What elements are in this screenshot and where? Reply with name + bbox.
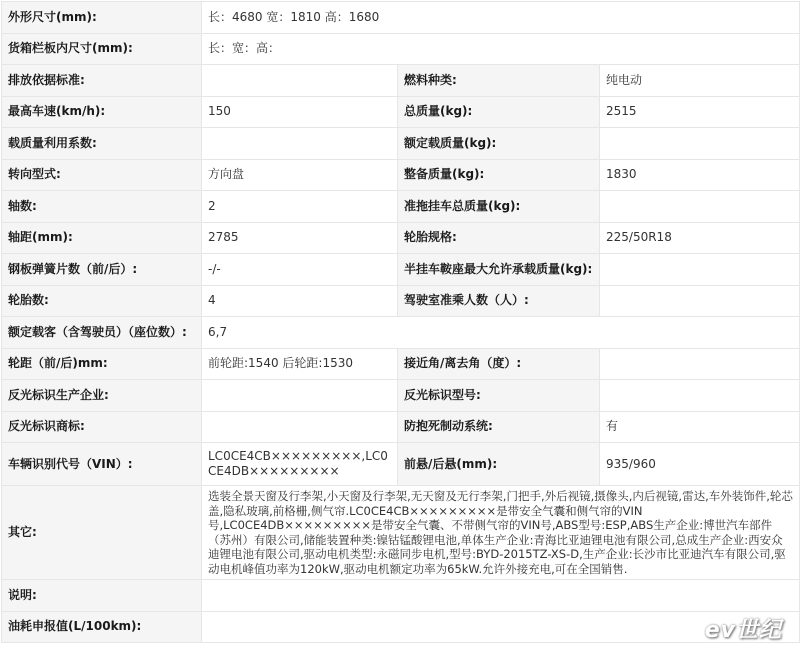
tire-count-label: 轮胎数: (2, 285, 202, 317)
reflector-maker-label: 反光标识生产企业: (2, 380, 202, 412)
row-speed (2, 96, 800, 128)
reflector-model-value (600, 380, 800, 412)
cab-seats-label: 驾驶室准乘人数（人）: (398, 285, 600, 317)
load-util-label: 载质量利用系数: (2, 128, 202, 160)
trailer-mass-value (600, 191, 800, 223)
row-wheelbase (2, 222, 800, 254)
row-emission (2, 65, 800, 97)
angles-value (600, 348, 800, 380)
row-tires (2, 285, 800, 317)
row-remarks (2, 580, 800, 612)
spec-table (1, 1, 800, 643)
axles-label: 轴数: (2, 191, 202, 223)
steering-value: 方向盘 (202, 159, 398, 191)
steering-label: 转向型式: (2, 159, 202, 191)
row-cargo (2, 33, 800, 65)
vin-value: LC0CE4CB×××××××××,LC0CE4DB××××××××× (202, 443, 398, 486)
curb-mass-value: 1830 (600, 159, 800, 191)
reflector-maker-value (202, 380, 398, 412)
rated-load-value (600, 128, 800, 160)
reflector-brand-value (202, 411, 398, 443)
cab-seats-value (600, 285, 800, 317)
load-util-value (202, 128, 398, 160)
wheelbase-value: 2785 (202, 222, 398, 254)
track-value: 前轮距:1540 后轮距:1530 (202, 348, 398, 380)
angles-label: 接近角/离去角（度）: (398, 348, 600, 380)
row-springs (2, 254, 800, 286)
dimensions-label: 外形尺寸(mm): (2, 2, 202, 34)
tire-count-value: 4 (202, 285, 398, 317)
springs-label: 钢板弹簧片数（前/后）: (2, 254, 202, 286)
saddle-load-label: 半挂车鞍座最大允许承载质量(kg): (398, 254, 600, 286)
fuel-type-value: 纯电动 (600, 65, 800, 97)
row-vin (2, 443, 800, 486)
cargo-label: 货箱栏板内尺寸(mm): (2, 33, 202, 65)
row-reflector-brand (2, 411, 800, 443)
max-speed-value: 150 (202, 96, 398, 128)
seats-label: 额定载客（含驾驶员）（座位数）: (2, 317, 202, 349)
springs-value: -/- (202, 254, 398, 286)
overhang-label: 前悬/后悬(mm): (398, 443, 600, 486)
total-mass-label: 总质量(kg): (398, 96, 600, 128)
wheelbase-label: 轴距(mm): (2, 222, 202, 254)
remarks-label: 说明: (2, 580, 202, 612)
vin-label: 车辆识别代号（VIN）: (2, 443, 202, 486)
seats-value: 6,7 (202, 317, 800, 349)
abs-value: 有 (600, 411, 800, 443)
axles-value: 2 (202, 191, 398, 223)
overhang-value: 935/960 (600, 443, 800, 486)
emission-value (202, 65, 398, 97)
row-fuel (2, 611, 800, 643)
row-seats (2, 317, 800, 349)
row-dimensions (2, 2, 800, 34)
remarks-value (202, 580, 800, 612)
trailer-mass-label: 准拖挂车总质量(kg): (398, 191, 600, 223)
cargo-value: 长：宽：高： (202, 33, 800, 65)
other-label: 其它: (2, 486, 202, 580)
row-steering (2, 159, 800, 191)
track-label: 轮距（前/后)mm: (2, 348, 202, 380)
total-mass-value: 2515 (600, 96, 800, 128)
row-track (2, 348, 800, 380)
rated-load-label: 额定载质量(kg): (398, 128, 600, 160)
row-other (2, 486, 800, 580)
watermark-logo: ev世纪 (704, 618, 782, 643)
abs-label: 防抱死制动系统: (398, 411, 600, 443)
reflector-brand-label: 反光标识商标: (2, 411, 202, 443)
reflector-model-label: 反光标识型号: (398, 380, 600, 412)
saddle-load-value (600, 254, 800, 286)
tire-spec-value: 225/50R18 (600, 222, 800, 254)
curb-mass-label: 整备质量(kg): (398, 159, 600, 191)
emission-label: 排放依据标准: (2, 65, 202, 97)
row-load-util (2, 128, 800, 160)
other-value: 选装全景天窗及行李架,小天窗及行李架,无天窗及无行李架,门把手,外后视镜,摄像头,内后视镜,雷达,车外装饰件,轮芯盖,隐私玻璃,前格栅,侧气帘.LC0CE4CB×××××××××是带安全气囊和侧气帘的VIN号,LC0CE4DB×××××××××是带安全气囊、不带侧气帘的VIN号,ABS型号:ESP,ABS生产企业:博世汽车部件（苏州）有限公司,储能装置种类:镍钴锰酸锂电池,单体生产企业:青海比亚迪锂电池有限公司,总成生产企业:西安众迪锂电池有限公司,驱动电机类型:永磁同步电机,型号:BYD-2015TZ-XS-D,生产企业:长沙市比亚迪汽车有限公司,驱动电机峰值功率为120kW,驱动电机额定功率为65kW.允许外接充电,可在全国销售. (202, 486, 800, 580)
tire-spec-label: 轮胎规格: (398, 222, 600, 254)
fuel-type-label: 燃料种类: (398, 65, 600, 97)
row-axles (2, 191, 800, 223)
dimensions-value: 长：4680 宽：1810 高：1680 (202, 2, 800, 34)
row-reflector-maker (2, 380, 800, 412)
fuel-consumption-label: 油耗申报值(L/100km): (2, 611, 202, 643)
max-speed-label: 最高车速(km/h): (2, 96, 202, 128)
